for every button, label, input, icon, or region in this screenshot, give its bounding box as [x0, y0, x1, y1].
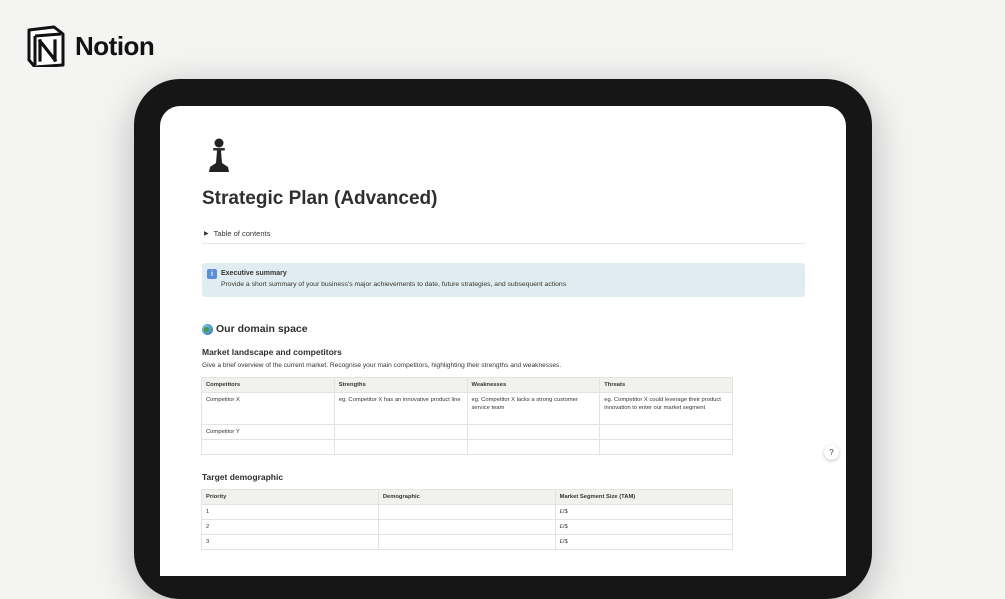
table-cell[interactable]	[378, 505, 555, 520]
table-cell[interactable]	[334, 425, 467, 440]
info-icon: i	[207, 269, 217, 279]
table-cell[interactable]: 1	[202, 505, 379, 520]
help-button[interactable]: ?	[824, 445, 839, 460]
market-description[interactable]: Give a brief overview of the current market. Recognise your main competitors, highlighting their strengths and weaknesses.	[202, 362, 562, 369]
toc-label: Table of contents	[213, 229, 271, 238]
callout-title: Executive summary	[221, 270, 287, 277]
table-header-row	[202, 378, 733, 393]
table-cell[interactable]: £/$	[555, 505, 732, 520]
table-cell[interactable]: eg. Competitor X could leverage their product innovation to enter our market segment	[600, 393, 733, 425]
table-cell[interactable]: Competitor X	[202, 393, 335, 425]
page-title[interactable]: Strategic Plan (Advanced)	[202, 188, 438, 209]
table-cell[interactable]: eg. Competitor X lacks a strong customer service team	[467, 393, 600, 425]
competitors-table	[201, 377, 733, 455]
table-row	[202, 425, 733, 440]
table-cell[interactable]	[334, 440, 467, 455]
notion-brand	[25, 25, 154, 67]
column-header[interactable]: Market Segment Size (TAM)	[555, 490, 732, 505]
table-cell[interactable]: eg. Competitor X has an innovative product line	[334, 393, 467, 425]
notion-logo-icon	[25, 25, 67, 67]
column-header[interactable]: Weaknesses	[467, 378, 600, 393]
table-row	[202, 393, 733, 425]
table-cell[interactable]	[600, 440, 733, 455]
notion-page	[160, 106, 846, 576]
triangle-right-icon[interactable]: ▶	[204, 231, 209, 237]
table-cell[interactable]	[467, 440, 600, 455]
divider	[202, 243, 805, 244]
target-demographic-heading[interactable]: Target demographic	[202, 472, 284, 482]
table-of-contents-toggle[interactable]	[204, 229, 270, 238]
callout-body: Provide a short summary of your business's major achievements to date, future strategies, and subsequent actions	[221, 281, 567, 288]
column-header[interactable]: Priority	[202, 490, 379, 505]
table-cell[interactable]: £/$	[555, 535, 732, 550]
market-heading[interactable]: Market landscape and competitors	[202, 347, 342, 357]
table-row	[202, 440, 733, 455]
table-cell[interactable]: Competitor Y	[202, 425, 335, 440]
table-row	[202, 535, 733, 550]
table-cell[interactable]: £/$	[555, 520, 732, 535]
column-header[interactable]: Competitors	[202, 378, 335, 393]
chess-pawn-icon[interactable]	[204, 136, 234, 176]
table-cell[interactable]	[600, 425, 733, 440]
table-cell[interactable]: 2	[202, 520, 379, 535]
table-cell[interactable]	[202, 440, 335, 455]
table-header-row	[202, 490, 733, 505]
table-cell[interactable]	[467, 425, 600, 440]
section-heading-text: Our domain space	[216, 323, 308, 335]
table-cell[interactable]: 3	[202, 535, 379, 550]
globe-icon	[202, 324, 213, 335]
table-cell[interactable]	[378, 535, 555, 550]
executive-summary-callout[interactable]	[202, 263, 805, 297]
column-header[interactable]: Demographic	[378, 490, 555, 505]
brand-name: Notion	[75, 30, 155, 61]
column-header[interactable]: Threats	[600, 378, 733, 393]
section-heading[interactable]	[202, 323, 308, 335]
demographic-table	[201, 489, 733, 550]
column-header[interactable]: Strengths	[334, 378, 467, 393]
table-row	[202, 505, 733, 520]
table-cell[interactable]	[378, 520, 555, 535]
table-row	[202, 520, 733, 535]
